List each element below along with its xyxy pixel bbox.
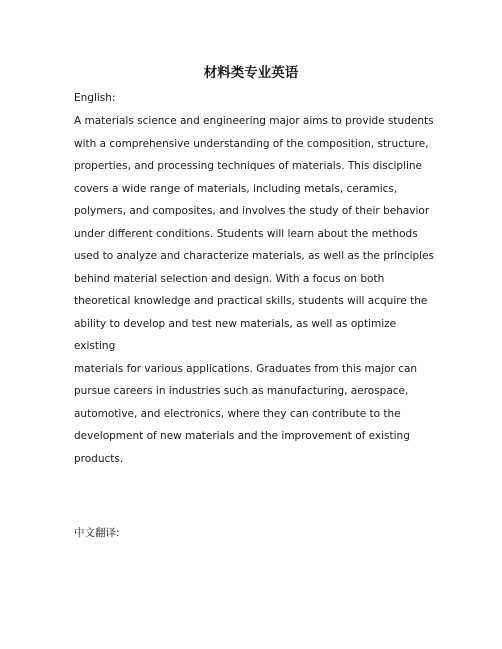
english-paragraph: A materials science and engineering major aims to provide students with a comprehensive understanding of the composition, structure, properties, and processing techniques of materials. This discipline covers a wide range of materials, including metals, ceramics, polymers, and composites, and involves the study of their behavior under different conditions. Students will learn about the methods used to analyze and characterize materials, as well as the principles behind material selection and design. With a focus on both theoretical knowledge and practical skills, students will acquire the ability to develop and test new materials, as well as optimize existing materials for various applications. Graduates from this major can pursue careers in industries such as manufacturing, aerospace, automotive, and electronics, where they can contribute to the development of new materials and the improvement of existing products.: [74, 115, 435, 465]
chinese-section-label: 中文翻译:: [74, 527, 120, 539]
document-title: 材料类专业英语: [203, 65, 299, 81]
english-section-label: English:: [74, 92, 116, 104]
